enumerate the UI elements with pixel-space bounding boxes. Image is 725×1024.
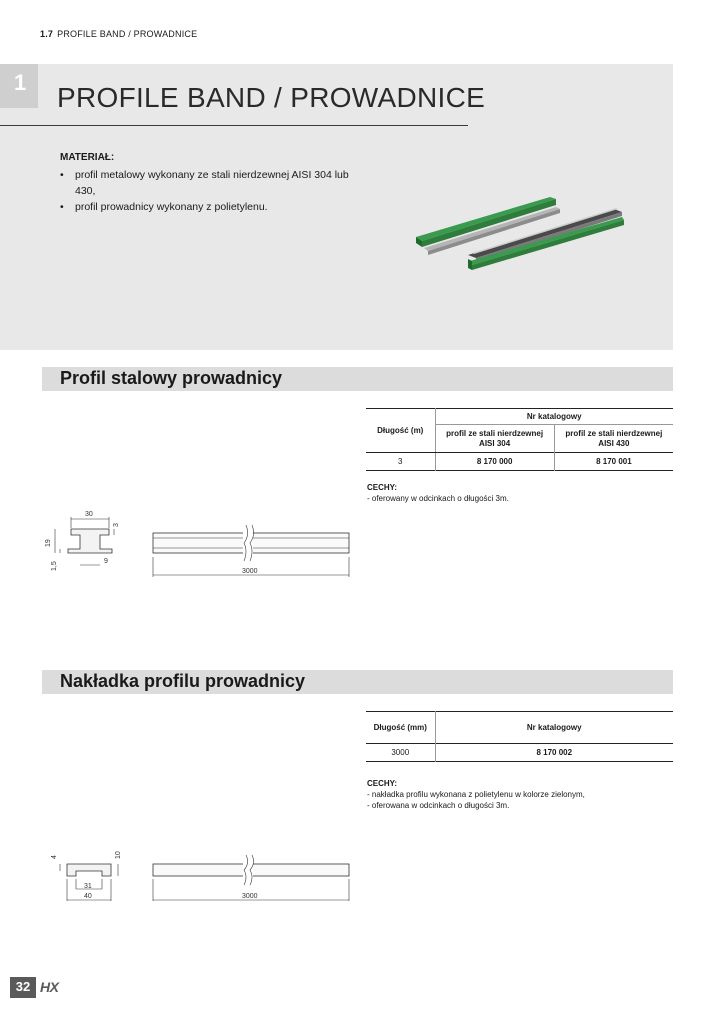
material-heading: MATERIAŁ: [60, 152, 115, 163]
cell-catalog: 8 170 002 [536, 748, 573, 757]
col-header-length: Długość (mm) [366, 712, 435, 744]
features-block [367, 482, 509, 504]
table-row [366, 453, 673, 471]
col-subheader-aisi430: profil ze stali nierdzewnej AISI 430 [565, 428, 663, 448]
spec-table [366, 711, 673, 762]
dim-length: 3000 [242, 893, 258, 900]
dim-lip: 3 [113, 523, 120, 527]
dim-height: 19 [45, 539, 52, 547]
dim-width: 30 [85, 511, 93, 518]
cell-catalog-304: 8 170 000 [435, 453, 554, 471]
material-list [60, 167, 350, 215]
dim-lip: 4 [51, 855, 58, 859]
section-number: 1.7 [40, 29, 54, 39]
cell-length: 3000 [366, 744, 435, 762]
col-header-catalog: Nr katalogowy [526, 723, 582, 732]
feature-item: - oferowana w odcinkach o długości 3m. [367, 801, 510, 810]
section-name: PROFILE BAND / PROWADNICE [57, 29, 198, 39]
col-header-catalog: Nr katalogowy [435, 409, 673, 425]
col-header-length: Długość (m) [366, 409, 435, 453]
material-block [60, 150, 350, 215]
section-title: Profil stalowy prowadnicy [60, 368, 283, 388]
page-title: PROFILE BAND / PROWADNICE [57, 82, 486, 113]
features-block [367, 778, 585, 811]
cell-length: 3 [366, 453, 435, 471]
col-subheader-aisi304: profil ze stali nierdzewnej AISI 304 [435, 425, 554, 453]
dim-height: 10 [115, 851, 122, 859]
dim-slot: 9 [104, 558, 108, 565]
product-image [410, 185, 630, 275]
dim-width-inner: 31 [84, 883, 92, 890]
technical-drawing-profile [40, 505, 360, 590]
brand-logo: HX [40, 979, 59, 995]
title-divider [0, 125, 468, 126]
spec-table [366, 408, 673, 471]
dim-length: 3000 [242, 568, 258, 575]
dim-width-outer: 40 [84, 893, 92, 900]
chapter-number: 1 [14, 70, 27, 95]
table-row [366, 744, 673, 762]
features-heading: CECHY: [367, 779, 398, 788]
page-number: 32 [15, 979, 31, 994]
cell-catalog-430: 8 170 001 [596, 457, 632, 466]
dim-base: 1,5 [51, 561, 58, 571]
section-title: Nakładka profilu prowadnicy [60, 671, 306, 691]
feature-item: - nakładka profilu wykonana z polietylenu w kolorze zielonym, [367, 790, 585, 799]
feature-item: - oferowany w odcinkach o długości 3m. [367, 494, 509, 503]
breadcrumb [40, 29, 197, 39]
features-heading: CECHY: [367, 483, 398, 492]
material-item: • profil metalowy wykonany ze stali nierdzewnej AISI 304 lub 430, [60, 167, 350, 199]
technical-drawing-cap [40, 843, 360, 908]
material-item: • profil prowadnicy wykonany z polietylenu. [60, 199, 350, 215]
